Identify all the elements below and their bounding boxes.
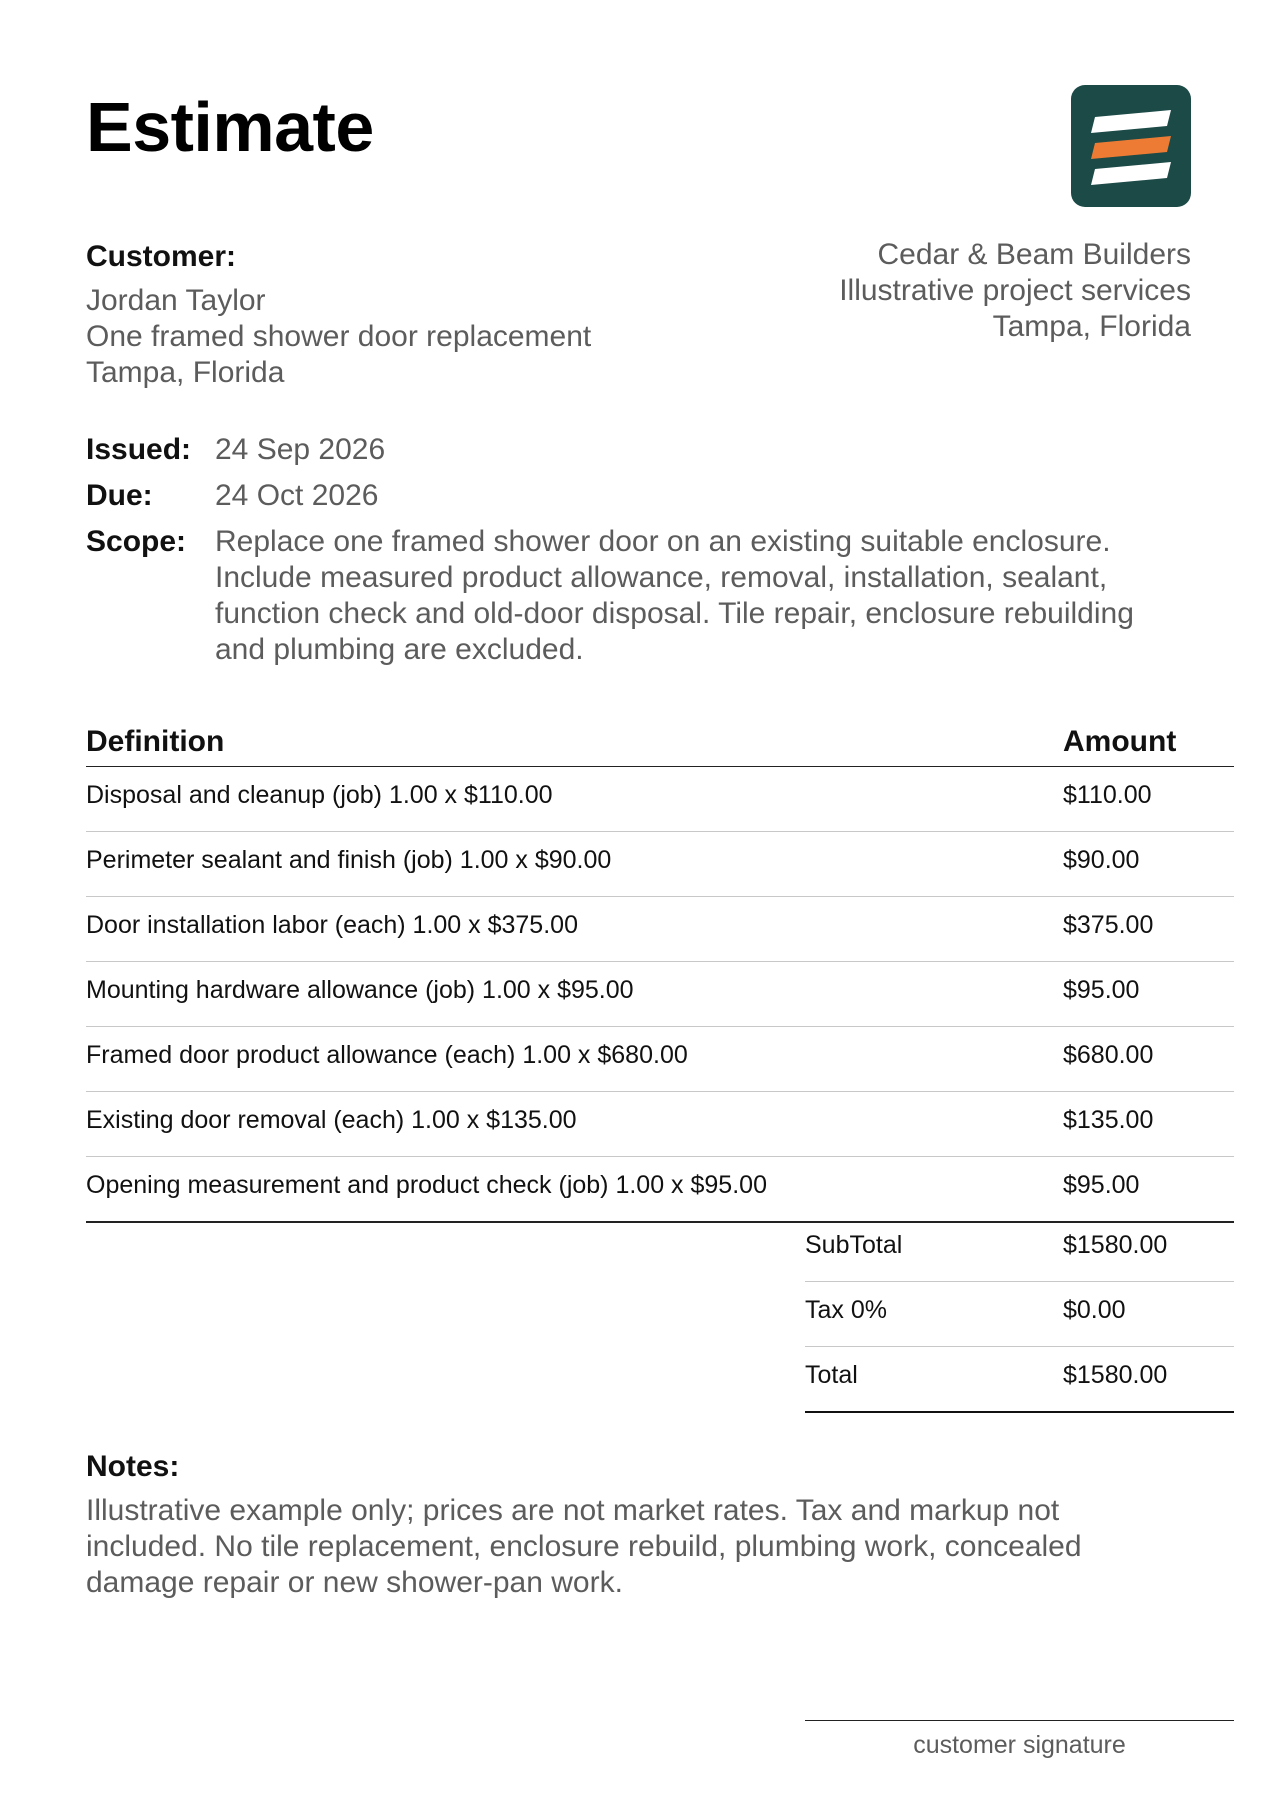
tax-label: Tax 0% bbox=[805, 1295, 887, 1324]
customer-name: Jordan Taylor bbox=[86, 284, 266, 317]
amount-header: Amount bbox=[1063, 725, 1177, 758]
due-label: Due: bbox=[86, 479, 153, 512]
total-value: $1580.00 bbox=[1063, 1360, 1168, 1389]
company-block bbox=[839, 237, 1191, 345]
due-row bbox=[86, 478, 1196, 514]
subtotal-label: SubTotal bbox=[805, 1230, 903, 1259]
estimate-meta bbox=[86, 432, 1196, 678]
subtotal-row bbox=[805, 1217, 1234, 1282]
scope-line: function check and old-door disposal. Tile repair, enclosure rebuilding bbox=[215, 597, 1134, 630]
row-amount: $110.00 bbox=[1063, 780, 1152, 809]
scope-line: Replace one framed shower door on an existing suitable enclosure. bbox=[215, 525, 1111, 558]
customer-location: Tampa, Florida bbox=[86, 356, 285, 389]
notes-line: damage repair or new shower-pan work. bbox=[86, 1566, 623, 1599]
scope-label: Scope: bbox=[86, 525, 187, 558]
signature-line bbox=[805, 1720, 1234, 1761]
row-amount: $95.00 bbox=[1063, 1170, 1140, 1199]
row-definition: Perimeter sealant and finish (job) 1.00 x $90.00 bbox=[86, 845, 612, 874]
issued-row bbox=[86, 432, 1196, 468]
company-tagline: Illustrative project services bbox=[839, 274, 1191, 307]
table-row bbox=[86, 1092, 1234, 1157]
scope-row bbox=[86, 524, 1196, 668]
row-definition: Disposal and cleanup (job) 1.00 x $110.00 bbox=[86, 780, 553, 809]
tax-row bbox=[805, 1282, 1234, 1347]
subtotal-value: $1580.00 bbox=[1063, 1230, 1168, 1259]
table-header bbox=[86, 722, 1234, 767]
total-label: Total bbox=[805, 1360, 858, 1389]
customer-label: Customer: bbox=[86, 240, 237, 273]
notes-line: included. No tile replacement, enclosure rebuild, plumbing work, concealed bbox=[86, 1530, 1082, 1563]
definition-header: Definition bbox=[86, 725, 225, 758]
issued-date: 24 Sep 2026 bbox=[215, 433, 386, 466]
scope-line: and plumbing are excluded. bbox=[215, 633, 584, 666]
table-row bbox=[86, 897, 1234, 962]
row-amount: $375.00 bbox=[1063, 910, 1154, 939]
table-row bbox=[86, 832, 1234, 897]
table-row bbox=[86, 962, 1234, 1027]
row-definition: Existing door removal (each) 1.00 x $135.00 bbox=[86, 1105, 577, 1134]
notes-text bbox=[86, 1493, 1196, 1601]
issued-label: Issued: bbox=[86, 433, 192, 466]
scope-text bbox=[215, 524, 1134, 668]
tax-value: $0.00 bbox=[1063, 1295, 1126, 1324]
signature-label: customer signature bbox=[913, 1731, 1126, 1759]
due-date: 24 Oct 2026 bbox=[215, 479, 379, 512]
table-row bbox=[86, 1157, 1234, 1223]
row-definition: Mounting hardware allowance (job) 1.00 x $95.00 bbox=[86, 975, 634, 1004]
customer-project: One framed shower door replacement bbox=[86, 320, 592, 353]
row-amount: $680.00 bbox=[1063, 1040, 1154, 1069]
row-amount: $95.00 bbox=[1063, 975, 1140, 1004]
row-definition: Opening measurement and product check (job) 1.00 x $95.00 bbox=[86, 1170, 767, 1199]
customer-block bbox=[86, 237, 786, 391]
notes-line: Illustrative example only; prices are not market rates. Tax and markup not bbox=[86, 1494, 1060, 1527]
row-definition: Door installation labor (each) 1.00 x $375.00 bbox=[86, 910, 578, 939]
table-row bbox=[86, 1027, 1234, 1092]
company-location: Tampa, Florida bbox=[992, 310, 1191, 343]
notes-block bbox=[86, 1447, 1196, 1601]
row-amount: $90.00 bbox=[1063, 845, 1140, 874]
notes-label: Notes: bbox=[86, 1450, 180, 1483]
company-name: Cedar & Beam Builders bbox=[877, 238, 1191, 271]
line-items-table bbox=[86, 722, 1234, 1223]
document-title: Estimate bbox=[86, 88, 374, 166]
row-definition: Framed door product allowance (each) 1.00 x $680.00 bbox=[86, 1040, 688, 1069]
scope-line: Include measured product allowance, removal, installation, sealant, bbox=[215, 561, 1108, 594]
row-amount: $135.00 bbox=[1063, 1105, 1154, 1134]
company-logo-icon bbox=[1071, 85, 1191, 207]
total-row bbox=[805, 1347, 1234, 1413]
table-row bbox=[86, 767, 1234, 832]
totals-table bbox=[805, 1217, 1234, 1413]
